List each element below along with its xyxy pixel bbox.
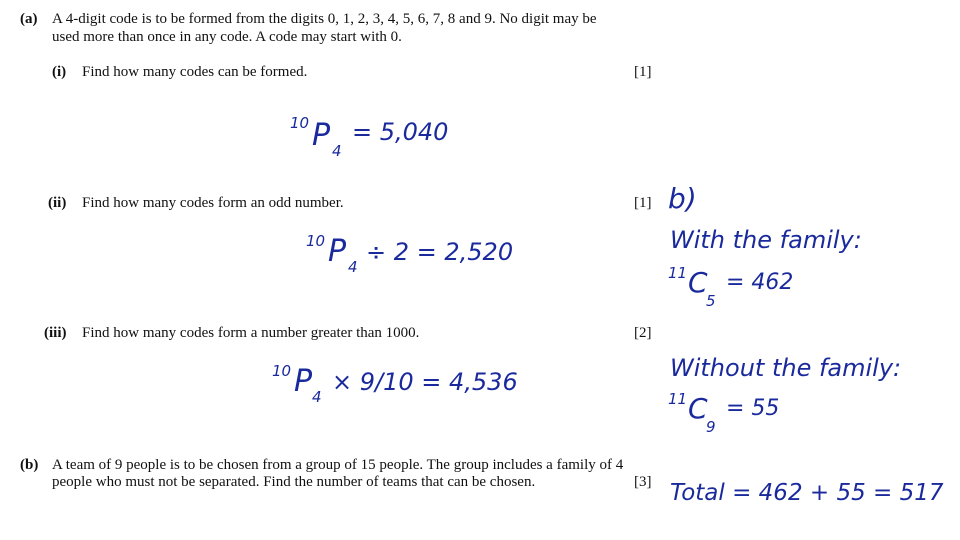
answer-ii-letter: P [328,234,347,269]
answer-ii-subscript: 4 [348,258,358,276]
without-calc-result: = 55 [726,396,780,421]
answer-ii-superscript: 10 [306,232,326,250]
sub-i-label: (i) [52,64,67,80]
answer-iii-subscript: 4 [312,388,322,406]
with-family-calc [668,262,848,312]
sub-ii-marks: [1] [634,195,652,211]
part-b-label: (b) [20,457,39,473]
answer-i-subscript: 4 [332,142,342,160]
part-a-line2: used more than once in any code. A code may start with 0. [52,29,402,45]
sub-i-text: Find how many codes can be formed. [82,64,308,80]
sub-iii-label: (iii) [44,325,67,341]
answer-iii-result: × 9/10 = 4,536 [332,368,518,396]
with-calc-result: = 462 [726,270,794,295]
sub-i-marks: [1] [634,64,652,80]
sub-iii-marks: [2] [634,325,652,341]
b-label: b) [668,182,697,215]
answer-iii-superscript: 10 [272,362,292,380]
answer-i-superscript: 10 [290,114,310,132]
without-family-calc [668,388,848,438]
part-a-line1: A 4-digit code is to be formed from the digits 0, 1, 2, 3, 4, 5, 6, 7, 8 and 9. No digit may be [52,11,597,27]
answer-i-letter: P [312,118,331,153]
answer-i-result: = 5,040 [352,118,449,146]
part-a-label: (a) [20,11,38,27]
total-answer: Total = 462 + 55 = 517 [670,480,944,506]
with-calc-letter: C [688,266,708,299]
sub-ii-text: Find how many codes form an odd number. [82,195,344,211]
answer-iii [272,360,552,410]
sub-iii-text: Find how many codes form a number greater than 1000. [82,325,420,341]
answer-ii [306,230,546,280]
without-calc-superscript: 11 [668,390,688,408]
sub-ii-label: (ii) [48,195,67,211]
part-b-line2: people who must not be separated. Find the number of teams that can be chosen. [52,474,536,490]
part-b-line1: A team of 9 people is to be chosen from a group of 15 people. The group includes a family of 4 [52,457,624,473]
answer-ii-result: ÷ 2 = 2,520 [366,238,514,266]
answer-i [290,112,490,162]
part-b-marks: [3] [634,474,652,490]
answer-iii-letter: P [294,364,313,399]
without-calc-letter: C [688,392,708,425]
without-calc-subscript: 9 [706,418,716,436]
with-calc-subscript: 5 [706,292,716,310]
without-family-heading: Without the family: [670,354,902,382]
with-calc-superscript: 11 [668,264,688,282]
with-family-heading: With the family: [670,226,862,254]
